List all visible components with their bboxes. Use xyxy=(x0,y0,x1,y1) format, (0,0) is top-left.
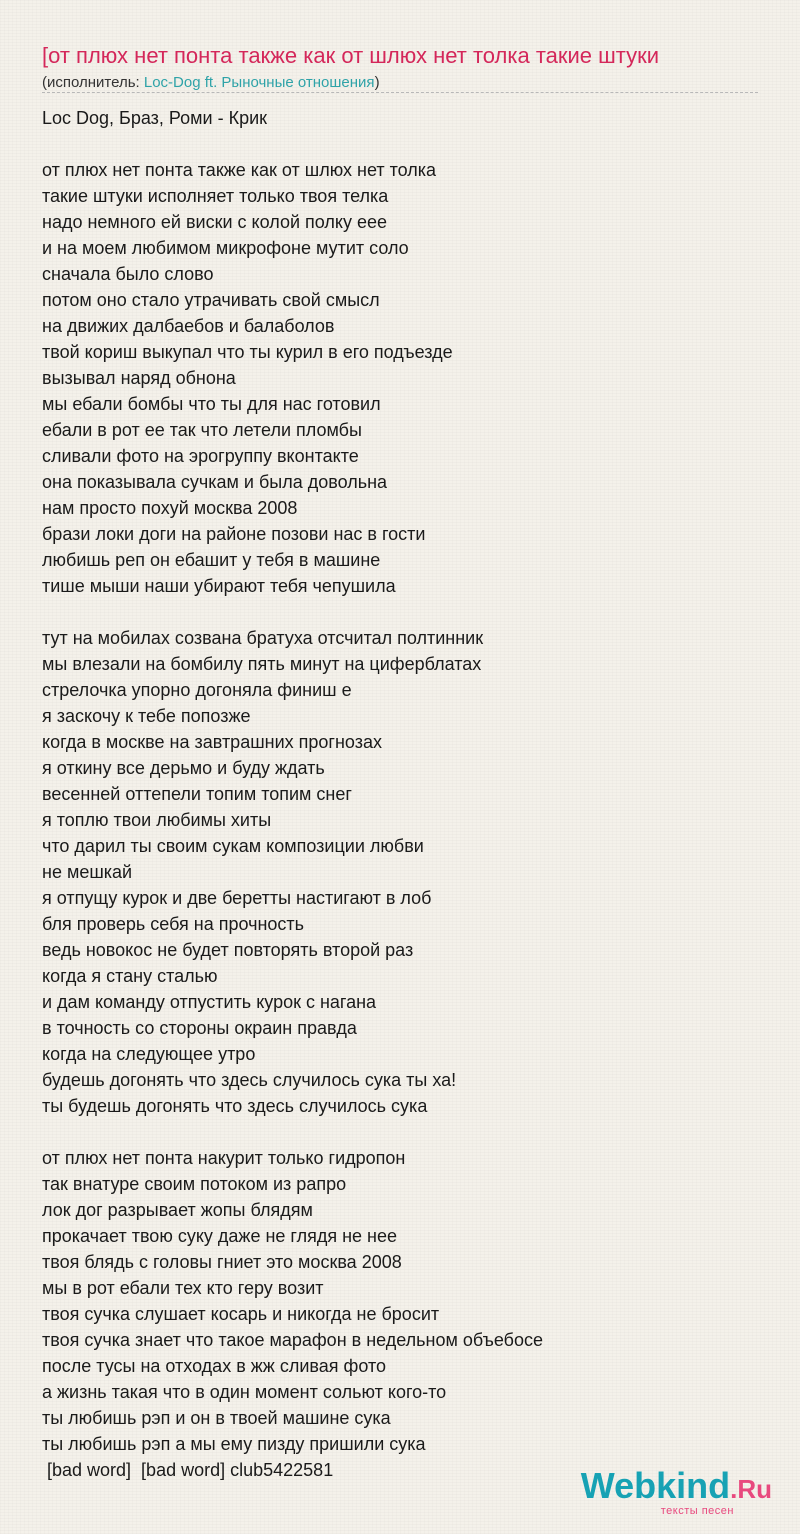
logo-main-text: Webkind xyxy=(580,1465,731,1506)
lyric-line: я топлю твои любимы хиты xyxy=(42,810,272,830)
header-divider xyxy=(42,92,758,93)
lyric-line: мы ебали бомбы что ты для нас готовил xyxy=(42,394,381,414)
stanza-2 xyxy=(42,625,782,1119)
lyric-line: она показывала сучкам и была довольна xyxy=(42,472,388,492)
lyric-line: я заскочу к тебе попозже xyxy=(42,706,251,726)
lyric-line: ты будешь догонять что здесь случилось сука xyxy=(42,1096,428,1116)
lyric-line: а жизнь такая что в один момент сольют кого-то xyxy=(42,1382,447,1402)
lyric-line: что дарил ты своим сукам композиции любви xyxy=(42,836,424,856)
lyric-line: надо немного ей виски с колой полку еее xyxy=(42,212,387,232)
lyric-line: твоя сучка слушает косарь и никогда не бросит xyxy=(42,1304,440,1324)
lyric-line: вызывал наряд обнона xyxy=(42,368,236,388)
artist-line xyxy=(42,73,380,93)
tags-line: [bad word] [bad word] club5422581 xyxy=(42,1460,334,1480)
lyric-line: лок дог разрывает жопы блядям xyxy=(42,1200,313,1220)
logo-tld: .Ru xyxy=(730,1474,772,1504)
lyric-line: ты любишь рэп и он в твоей машине сука xyxy=(42,1408,391,1428)
lyric-line: весенней оттепели топим топим снег xyxy=(42,784,352,804)
lyric-line: я отпущу курок и две беретты настигают в лоб xyxy=(42,888,432,908)
lyric-line: сливали фото на эрогруппу вконтакте xyxy=(42,446,359,466)
lyric-line: будешь догонять что здесь случилось сука ты ха! xyxy=(42,1070,457,1090)
lyric-line: и на моем любимом микрофоне мутит соло xyxy=(42,238,409,258)
lyric-line: когда в москве на завтрашних прогнозах xyxy=(42,732,382,752)
artist-prefix: (исполнитель: xyxy=(42,74,144,91)
logo-wordmark xyxy=(581,1466,772,1509)
lyric-line: от плюх нет понта накурит только гидропон xyxy=(42,1148,406,1168)
artist-link[interactable]: Loc-Dog ft. Рыночные отношения xyxy=(143,74,375,91)
lyric-line: потом оно стало утрачивать свой смысл xyxy=(42,290,380,310)
lyric-line: после тусы на отходах в жж сливая фото xyxy=(42,1356,386,1376)
lyric-line: нам просто похуй москва 2008 xyxy=(42,498,298,518)
lyric-line: твоя сучка знает что такое марафон в недельном объебосе xyxy=(42,1330,543,1350)
artist-suffix: ) xyxy=(374,74,380,91)
lyric-line: мы в рот ебали тех кто геру возит xyxy=(42,1278,324,1298)
lyric-line: тут на мобилах созвана братуха отсчитал полтинник xyxy=(42,628,484,648)
lyric-line: когда я стану сталью xyxy=(42,966,218,986)
lyric-line: твоя блядь с головы гниет это москва 2008 xyxy=(42,1252,402,1272)
lyric-line: бля проверь себя на прочность xyxy=(42,914,305,934)
lyric-line: так внатуре своим потоком из рапро xyxy=(42,1174,347,1194)
lyric-line: ебали в рот ее так что летели пломбы xyxy=(42,420,362,440)
lyric-line: стрелочка упорно догоняла финиш е xyxy=(42,680,352,700)
lyric-line: не мешкай xyxy=(42,862,133,882)
song-header: Loc Dog, Браз, Роми - Крик xyxy=(42,108,268,128)
lyrics-body xyxy=(42,157,782,1483)
lyric-line: на движих далбаебов и балаболов xyxy=(42,316,335,336)
lyric-line: я откину все дерьмо и буду ждать xyxy=(42,758,325,778)
site-logo[interactable] xyxy=(581,1466,772,1517)
lyric-line: твой кориш выкупал что ты курил в его подъезде xyxy=(42,342,453,362)
lyric-line: любишь реп он ебашит у тебя в машине xyxy=(42,550,381,570)
lyric-line: тише мыши наши убирают тебя чепушила xyxy=(42,576,396,596)
stanza-1 xyxy=(42,157,782,599)
lyric-line: от плюх нет понта также как от шлюх нет толка xyxy=(42,160,437,180)
lyric-line: такие штуки исполняет только твоя телка xyxy=(42,186,389,206)
page-title: [от плюх нет понта также как от шлюх нет толка такие штуки xyxy=(42,43,660,68)
lyric-line: брази локи доги на районе позови нас в гости xyxy=(42,524,426,544)
lyric-line: и дам команду отпустить курок с нагана xyxy=(42,992,377,1012)
stanza-3 xyxy=(42,1145,782,1483)
lyric-line: сначала было слово xyxy=(42,264,214,284)
logo-tagline: тексты песен xyxy=(660,1505,734,1517)
lyric-line: мы влезали на бомбилу пять минут на циферблатах xyxy=(42,654,482,674)
lyric-line: ведь новокос не будет повторять второй раз xyxy=(42,940,414,960)
lyric-line: ты любишь рэп а мы ему пизду пришили сука xyxy=(42,1434,426,1454)
lyric-line: когда на следующее утро xyxy=(42,1044,256,1064)
lyric-line: в точность со стороны окраин правда xyxy=(42,1018,357,1038)
lyric-line: прокачает твою суку даже не глядя не нее xyxy=(42,1226,397,1246)
